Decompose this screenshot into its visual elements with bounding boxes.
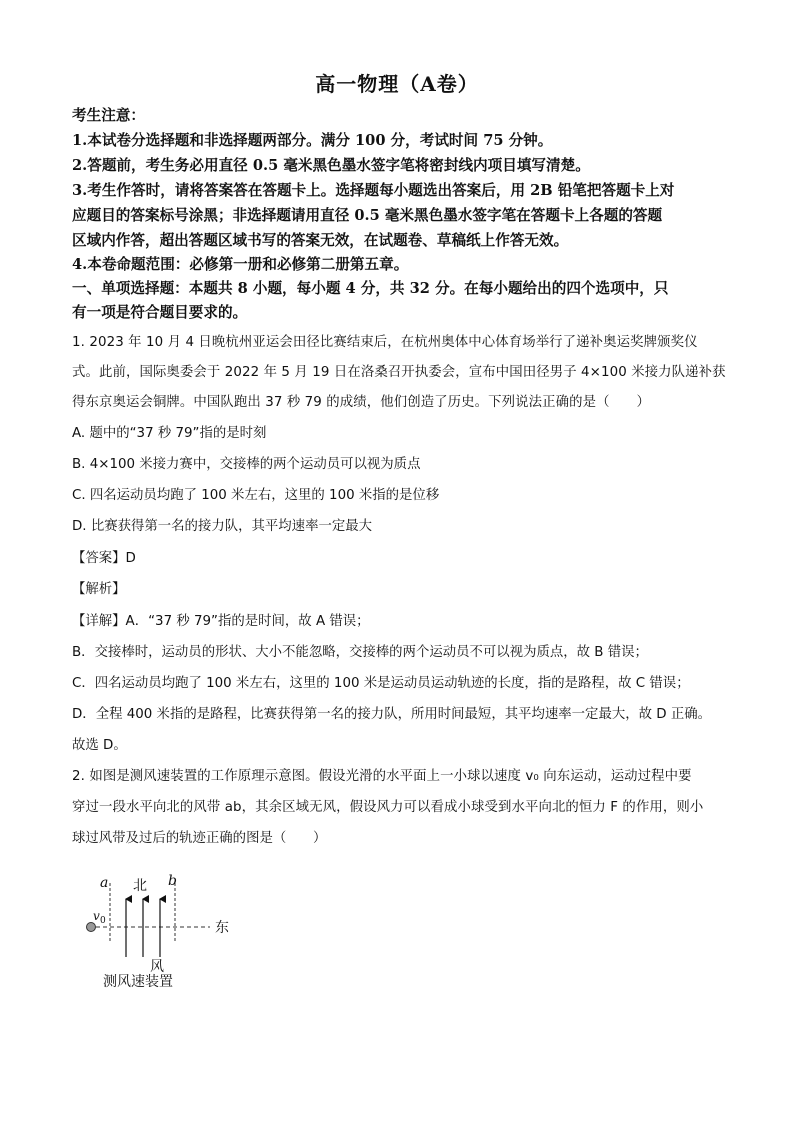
ball [87,923,96,932]
q1-detail-line-2: B．交接棒时，运动员的形状、大小不能忽略，交接棒的两个运动员不可以视为质点，故 B 错误； [72,645,648,660]
notice-line-1: 1.本试卷分选择题和非选择题两部分。满分 100 分，考试时间 75 分钟。 [72,132,553,149]
q2-stem-line-1: 2. 如图是测风速装置的工作原理示意图。假设光滑的水平面上一小球以速度 v₀ 向东运动，运动过程中要 [72,769,692,784]
q1-stem-line-1: 1. 2023 年 10 月 4 日晚杭州亚运会田径比赛结束后，在杭州奥体中心体育场举行了递补奥运奖牌颁奖仪 [72,335,698,350]
q1-option-b: B. 4×100 米接力赛中，交接棒的两个运动员可以视为质点 [72,457,421,472]
q2-stem-line-3: 球过风带及过后的轨迹正确的图是（ ） [72,831,327,846]
q1-stem-line-3: 得东京奥运会铜牌。中国队跑出 37 秒 79 的成绩，他们创造了历史。下列说法正确的是（ ） [72,395,651,410]
notice-line-6: 4.本卷命题范围：必修第一册和必修第二册第五章。 [72,256,409,273]
label-north: 北 [133,878,147,894]
q1-detail-line-5: 故选 D。 [72,738,127,753]
notice-line-3: 3.考生作答时，请将答案答在答题卡上。选择题每小题选出答案后，用 2B 铅笔把答题卡上对 [72,182,675,199]
q2-stem-line-2: 穿过一段水平向北的风带 ab，其余区域无风，假设风力可以看成小球受到水平向北的恒力 F 的作用，则小 [72,800,704,815]
q1-stem-line-2: 式。此前，国际奥委会于 2022 年 5 月 19 日在洛桑召开执委会，宣布中国田径男子 4×100 米接力队递补获 [72,365,726,380]
notice-line-4: 应题目的答案标号涂黑；非选择题请用直径 0.5 毫米黑色墨水签字笔在答题卡上各题的答题 [72,207,663,224]
label-v0-sub: 0 [100,916,106,926]
figure-caption: 测风速装置 [103,974,173,990]
q1-option-a: A. 题中的“37 秒 79”指的是时刻 [72,426,267,441]
label-b: b [168,873,177,889]
notice-heading: 考生注意： [72,107,145,124]
q1-analysis-heading: 【解析】 [72,582,126,597]
label-v0: v [93,909,100,923]
section-heading-line-1: 一、单项选择题：本题共 8 小题，每小题 4 分，共 32 分。在每小题给出的四个选项中，只 [72,280,669,297]
q1-detail-line-3: C．四名运动员均跑了 100 米左右，这里的 100 米是运动员运动轨迹的长度，指的是路程，故 C 错误； [72,676,690,691]
label-east: 东 [215,920,229,936]
label-wind: 风 [150,959,164,975]
wind-device-diagram [80,865,250,975]
page-title: 高一物理（A卷） [315,72,479,96]
q1-answer: 【答案】D [72,551,136,566]
section-heading-line-2: 有一项是符合题目要求的。 [72,304,248,321]
q1-detail-line-4: D．全程 400 米指的是路程，比赛获得第一名的接力队，所用时间最短，其平均速率一定最大，故 D 正确。 [72,707,712,722]
wind-speed-device-figure [80,865,250,995]
q1-option-c: C. 四名运动员均跑了 100 米左右，这里的 100 米指的是位移 [72,488,440,503]
q1-option-d: D. 比赛获得第一名的接力队，其平均速率一定最大 [72,519,373,534]
q1-detail-line-1: 【详解】A．“37 秒 79”指的是时间，故 A 错误； [72,614,370,629]
notice-line-5: 区域内作答，超出答题区域书写的答案无效，在试题卷、草稿纸上作答无效。 [72,232,569,249]
notice-line-2: 2.答题前，考生务必用直径 0.5 毫米黑色墨水签字笔将密封线内项目填写清楚。 [72,157,590,174]
label-a: a [100,875,109,891]
